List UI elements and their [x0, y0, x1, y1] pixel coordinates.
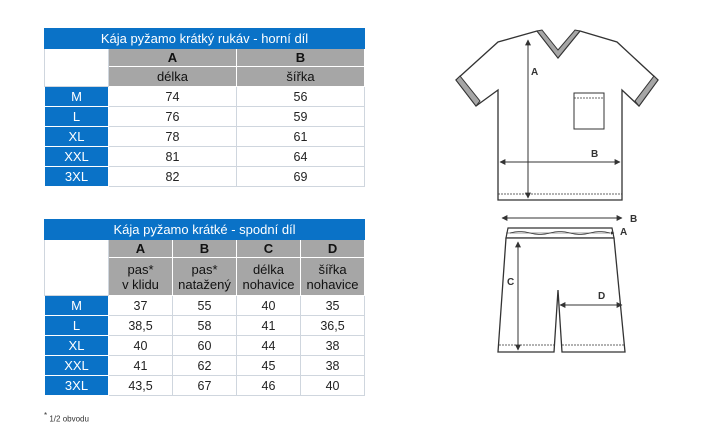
top-cell: 76: [109, 107, 237, 127]
top-cell: 82: [109, 167, 237, 187]
shorts-drawing: [498, 214, 637, 352]
shirt-pocket: [574, 93, 604, 129]
bottom-cell: 44: [237, 336, 301, 356]
top-col-label-a: délka: [109, 67, 237, 87]
top-row-size: XL: [45, 127, 109, 147]
shorts-label-c: C: [507, 277, 515, 288]
bottom-cell: 38: [301, 356, 365, 376]
bottom-cell: 62: [173, 356, 237, 376]
bottom-col-letter-d: D: [301, 240, 365, 258]
top-cell: 64: [237, 147, 365, 167]
bottom-col-letter-b: B: [173, 240, 237, 258]
top-cell: 81: [109, 147, 237, 167]
top-row-size: L: [45, 107, 109, 127]
top-cell: 56: [237, 87, 365, 107]
bottom-row-size: M: [45, 296, 109, 316]
top-row-size: M: [45, 87, 109, 107]
bottom-row-size: XL: [45, 336, 109, 356]
bottom-row-size: 3XL: [45, 376, 109, 396]
bottom-col-label-b: pas* natažený: [173, 258, 237, 296]
top-cell: 74: [109, 87, 237, 107]
bottom-cell: 46: [237, 376, 301, 396]
top-col-letter-b: B: [237, 49, 365, 67]
bottom-cell: 40: [301, 376, 365, 396]
shorts-label-a: A: [620, 227, 628, 238]
bottom-col-label-a: pas* v klidu: [109, 258, 173, 296]
top-row-size: 3XL: [45, 167, 109, 187]
bottom-table-title: Kája pyžamo krátké - spodní díl: [45, 220, 365, 240]
top-col-label-b: šířka: [237, 67, 365, 87]
bottom-cell: 37: [109, 296, 173, 316]
shorts-label-b: B: [630, 214, 638, 225]
top-cell: 59: [237, 107, 365, 127]
bottom-col-letter-c: C: [237, 240, 301, 258]
shorts-label-d: D: [598, 291, 606, 302]
bottom-col-label-c: délka nohavice: [237, 258, 301, 296]
bottom-cell: 36,5: [301, 316, 365, 336]
top-row-size: XXL: [45, 147, 109, 167]
bottom-cell: 40: [237, 296, 301, 316]
shorts-outline: [498, 238, 625, 352]
bottom-cell: 38,5: [109, 316, 173, 336]
top-col-letter-a: A: [109, 49, 237, 67]
footnote: * 1/2 obvodu: [44, 411, 89, 424]
bottom-cell: 41: [109, 356, 173, 376]
bottom-cell: 38: [301, 336, 365, 356]
top-cell: 69: [237, 167, 365, 187]
bottom-cell: 58: [173, 316, 237, 336]
bottom-col-label-d: šířka nohavice: [301, 258, 365, 296]
shirt-label-a: A: [531, 67, 539, 78]
bottom-cell: 35: [301, 296, 365, 316]
bottom-cell: 55: [173, 296, 237, 316]
bottom-col-letter-a: A: [109, 240, 173, 258]
bottom-cell: 45: [237, 356, 301, 376]
bottom-row-size: XXL: [45, 356, 109, 376]
bottom-cell: 40: [109, 336, 173, 356]
top-table-title: Kája pyžamo krátký rukáv - horní díl: [45, 29, 365, 49]
bottom-cell: 43,5: [109, 376, 173, 396]
bottom-cell: 60: [173, 336, 237, 356]
shirt-label-b: B: [591, 149, 599, 160]
top-cell: 78: [109, 127, 237, 147]
shirt-drawing: [456, 30, 658, 200]
bottom-row-size: L: [45, 316, 109, 336]
bottom-cell: 41: [237, 316, 301, 336]
top-cell: 61: [237, 127, 365, 147]
bottom-cell: 67: [173, 376, 237, 396]
